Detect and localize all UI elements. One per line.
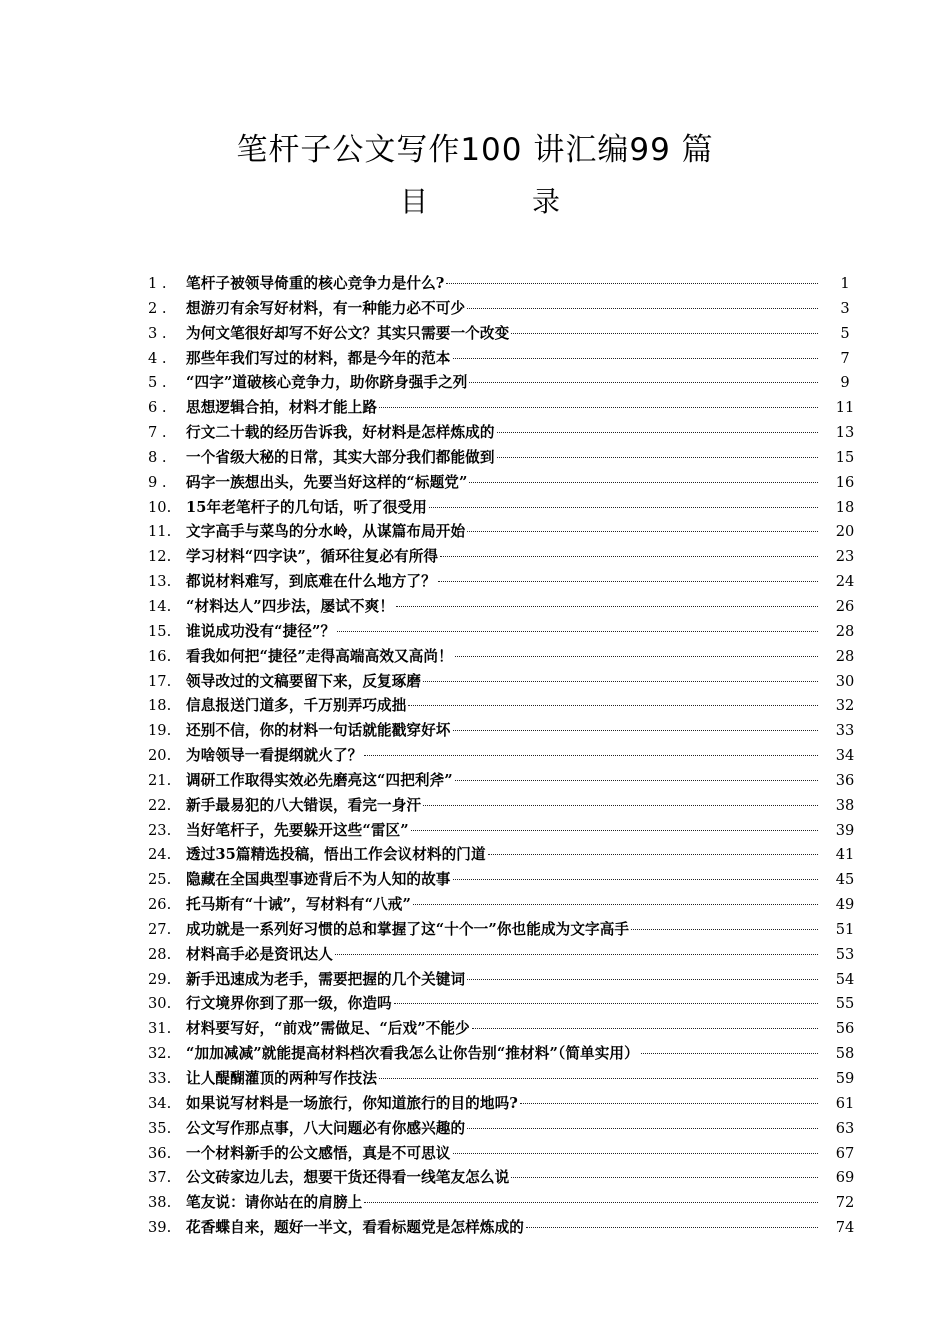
toc-dot-leader	[408, 705, 818, 706]
toc-entry-title[interactable]: “材料达人”四步法，屡试不爽！	[186, 597, 395, 615]
toc-entry-page-number: 5	[840, 324, 850, 342]
toc-entry-page-number: 49	[835, 896, 855, 914]
toc-entry-page-number: 67	[835, 1144, 855, 1162]
toc-heading	[0, 180, 950, 224]
toc-entry-number: 17.	[148, 672, 172, 690]
toc-entry-title[interactable]: 如果说写材料是一场旅行，你知道旅行的目的地吗?	[186, 1094, 518, 1112]
toc-entry[interactable]	[148, 744, 860, 769]
toc-entry-title[interactable]: 行文境界你到了那一级，你造吗	[186, 995, 392, 1013]
toc-dot-leader	[394, 1003, 818, 1004]
toc-entry-title-wrap	[186, 322, 820, 347]
toc-entry[interactable]	[148, 1142, 860, 1167]
toc-entry-page-number: 32	[835, 697, 855, 715]
toc-entry-number: 9 .	[148, 473, 167, 491]
toc-entry-page-number: 3	[840, 299, 850, 317]
toc-entry[interactable]	[148, 471, 860, 496]
toc-dot-leader	[467, 1128, 818, 1129]
toc-entry-title-wrap	[186, 272, 820, 297]
toc-entry[interactable]	[148, 545, 860, 570]
toc-entry-page-number: 55	[835, 995, 855, 1013]
toc-entry-page-number: 7	[840, 349, 850, 367]
toc-entry-page-number: 38	[835, 796, 855, 814]
toc-entry-title-wrap	[186, 719, 820, 744]
toc-entry-page-number: 18	[835, 498, 855, 516]
toc-entry-number: 18.	[148, 697, 172, 715]
toc-entry-number: 34.	[148, 1094, 172, 1112]
toc-entry-title[interactable]: 思想逻辑合拍，材料才能上路	[186, 399, 378, 417]
toc-entry-number: 2 .	[148, 299, 167, 317]
toc-entry-title[interactable]: 成功就是一系列好习惯的总和掌握了这“十个一”你也能成为文字高手	[186, 920, 630, 938]
toc-entry-title-wrap	[186, 620, 820, 645]
toc-entry-page-number: 72	[835, 1194, 855, 1212]
toc-entry-title-wrap	[186, 1142, 820, 1167]
toc-entry[interactable]	[148, 1067, 860, 1092]
toc-entry-number: 7 .	[148, 424, 167, 442]
toc-entry-title[interactable]: 看我如何把“捷径”走得高端高效又高尚！	[186, 647, 453, 665]
toc-entry-number: 8 .	[148, 448, 167, 466]
toc-entry-title[interactable]: 材料高手必是资讯达人	[186, 945, 333, 963]
toc-dot-leader	[511, 333, 818, 334]
toc-entry[interactable]	[148, 347, 860, 372]
toc-entry-page-number: 41	[835, 846, 855, 864]
toc-entry-title[interactable]: 还别不信，你的材料一句话就能戳穿好坏	[186, 722, 451, 740]
toc-entry-title[interactable]: 让人醍醐灌顶的两种写作技法	[186, 1070, 378, 1087]
toc-entry-page-number: 63	[835, 1119, 855, 1137]
toc-entry[interactable]	[148, 769, 860, 794]
toc-entry[interactable]	[148, 1017, 860, 1042]
toc-entry-title-wrap	[186, 446, 820, 471]
toc-entry-title-wrap	[186, 520, 820, 545]
toc-entry[interactable]	[148, 943, 860, 968]
toc-entry-title[interactable]: 想游刃有余写好材料，有一种能力必不可少	[186, 299, 466, 317]
toc-entry-number: 12.	[148, 548, 172, 566]
toc-entry-title[interactable]: 材料要写好，“前戏”需做足、“后戏”不能少	[186, 1020, 470, 1038]
toc-entry[interactable]	[148, 421, 860, 446]
toc-entry-title-wrap	[186, 471, 820, 496]
toc-entry-number: 10.	[148, 498, 172, 516]
toc-entry[interactable]	[148, 570, 860, 595]
toc-entry-number: 20.	[148, 747, 172, 765]
toc-dot-leader	[453, 358, 819, 359]
toc-dot-leader	[453, 730, 819, 731]
toc-entry-title-wrap	[186, 943, 820, 968]
toc-entry-title[interactable]: 公文写作那点事，八大问题必有你感兴趣的	[186, 1119, 466, 1137]
toc-entry-title-wrap	[186, 297, 820, 322]
toc-entry-number: 26.	[148, 896, 172, 914]
toc-entry-title[interactable]: 一个材料新手的公文感悟，真是不可思议	[186, 1144, 451, 1162]
toc-dot-leader	[364, 1202, 818, 1203]
toc-entry-number: 16.	[148, 647, 172, 665]
toc-dot-leader	[440, 556, 818, 557]
toc-dot-leader	[335, 954, 818, 955]
toc-dot-leader	[438, 581, 818, 582]
toc-entry-number: 22.	[148, 796, 172, 814]
toc-entry-title[interactable]: 花香蝶自来，题好一半文，看看标题党是怎样炼成的	[186, 1219, 524, 1237]
toc-dot-leader	[467, 308, 818, 309]
toc-entry-page-number: 61	[835, 1094, 855, 1112]
toc-entry-title-wrap	[186, 1216, 820, 1241]
toc-entry-title-wrap	[186, 992, 820, 1017]
toc-entry-title-wrap	[186, 371, 820, 396]
toc-entry-title[interactable]: 码字一族想出头，先要当好这样的“标题党”	[186, 473, 468, 491]
toc-entry-title[interactable]: 调研工作取得实效必先磨亮这“四把利斧”	[186, 771, 453, 789]
toc-entry-number: 30.	[148, 995, 172, 1013]
toc-entry-page-number: 74	[835, 1219, 855, 1237]
toc-entry[interactable]	[148, 645, 860, 670]
toc-dot-leader	[488, 854, 818, 855]
toc-entry-page-number: 13	[835, 424, 855, 442]
toc-entry[interactable]	[148, 396, 860, 421]
toc-entry[interactable]	[148, 446, 860, 471]
toc-entry[interactable]	[148, 868, 860, 893]
toc-entry-title-wrap	[186, 918, 820, 943]
toc-entry[interactable]	[148, 794, 860, 819]
toc-dot-leader	[453, 879, 819, 880]
toc-dot-leader	[526, 1227, 818, 1228]
toc-entry-title-wrap	[186, 421, 820, 446]
toc-entry-number: 5 .	[148, 374, 167, 392]
toc-entry[interactable]	[148, 1216, 860, 1241]
toc-entry-title[interactable]: 领导改过的文稿要留下来，反复琢磨	[186, 672, 422, 690]
toc-dot-leader	[337, 631, 818, 632]
toc-entry-page-number: 20	[835, 523, 855, 541]
toc-entry[interactable]	[148, 1191, 860, 1216]
toc-entry-page-number: 39	[835, 821, 855, 839]
toc-entry-title-wrap	[186, 1017, 820, 1042]
toc-entry-title-wrap	[186, 496, 820, 521]
toc-entry-title-wrap	[186, 670, 820, 695]
toc-entry-number: 39.	[148, 1219, 172, 1237]
toc-entry[interactable]	[148, 670, 860, 695]
toc-entry-page-number: 54	[835, 970, 855, 988]
toc-entry-page-number: 1	[840, 275, 850, 292]
toc-dot-leader	[379, 1078, 818, 1079]
toc-dot-leader	[446, 283, 818, 284]
toc-entry-page-number: 59	[835, 1070, 855, 1087]
toc-entry-number: 25.	[148, 871, 172, 889]
toc-entry[interactable]	[148, 1166, 860, 1191]
toc-dot-leader	[469, 482, 818, 483]
toc-heading-char-1: 目	[400, 185, 429, 218]
toc-entry-number: 15.	[148, 622, 172, 640]
toc-dot-leader	[423, 681, 818, 682]
toc-entry-title[interactable]: 15年老笔杆子的几句话，听了很受用	[186, 498, 427, 516]
toc-entry-title[interactable]: 信息报送门道多，千万别弄巧成拙	[186, 697, 407, 715]
toc-entry-title[interactable]: 为啥领导一看提纲就火了？	[186, 747, 363, 765]
toc-entry-title[interactable]: “加加减减”就能提高材料档次看我怎么让你告别“推材料”（简单实用）	[186, 1045, 639, 1063]
toc-entry-page-number: 16	[835, 473, 855, 491]
toc-entry[interactable]	[148, 371, 860, 396]
toc-dot-leader	[497, 432, 818, 433]
toc-entry-number: 11.	[148, 523, 172, 541]
toc-entry[interactable]	[148, 893, 860, 918]
toc-entry-title[interactable]: 学习材料“四字诀”，循环往复必有所得	[186, 548, 439, 566]
toc-dot-leader	[423, 805, 818, 806]
toc-entry-page-number: 53	[835, 945, 855, 963]
toc-entry-title-wrap	[186, 1042, 820, 1067]
toc-entry[interactable]	[148, 1117, 860, 1142]
toc-dot-leader	[453, 1153, 819, 1154]
toc-dot-leader	[364, 755, 818, 756]
toc-entry[interactable]	[148, 1042, 860, 1067]
toc-dot-leader	[429, 507, 818, 508]
toc-entry-title[interactable]: 托马斯有“十诫”，写材料有“八戒”	[186, 896, 411, 914]
toc-entry-title-wrap	[186, 868, 820, 893]
toc-entry-number: 29.	[148, 970, 172, 988]
toc-dot-leader	[455, 656, 818, 657]
toc-entry[interactable]	[148, 272, 860, 297]
toc-entry-number: 21.	[148, 771, 172, 789]
toc-entry-number: 23.	[148, 821, 172, 839]
toc-dot-leader	[455, 780, 818, 781]
toc-entry[interactable]	[148, 992, 860, 1017]
toc-dot-leader	[411, 830, 818, 831]
toc-entry-number: 35.	[148, 1119, 172, 1137]
toc-entry-page-number: 24	[835, 573, 855, 591]
toc-dot-leader	[511, 1177, 818, 1178]
toc-entry-title[interactable]: 笔杆子被领导倚重的核心竞争力是什么?	[186, 275, 445, 292]
toc-entry-page-number: 33	[835, 722, 855, 740]
toc-entry-number: 14.	[148, 597, 172, 615]
toc-entry-page-number: 15	[835, 448, 855, 466]
toc-entry[interactable]	[148, 968, 860, 993]
toc-entry-title[interactable]: 笔友说：请你站在的肩膀上	[186, 1194, 363, 1212]
toc-entry-number: 4 .	[148, 349, 167, 367]
toc-dot-leader	[379, 407, 818, 408]
table-of-contents	[148, 272, 860, 1241]
toc-entry-title-wrap	[186, 545, 820, 570]
toc-entry-number: 33.	[148, 1070, 172, 1087]
toc-entry-page-number: 58	[835, 1045, 855, 1063]
toc-entry[interactable]	[148, 620, 860, 645]
toc-dot-leader	[396, 606, 818, 607]
toc-entry-page-number: 56	[835, 1020, 855, 1038]
toc-entry-number: 38.	[148, 1194, 172, 1212]
toc-entry-title-wrap	[186, 1166, 820, 1191]
toc-entry-title[interactable]: 都说材料难写，到底难在什么地方了？	[186, 573, 436, 591]
toc-entry-number: 37.	[148, 1169, 172, 1187]
document-title: 笔杆子公文写作100 讲汇编99 篇	[236, 132, 714, 168]
toc-entry-title-wrap	[186, 1191, 820, 1216]
toc-entry-number: 27.	[148, 920, 172, 938]
toc-entry-title[interactable]: 为何文笔很好却写不好公文？其实只需要一个改变	[186, 324, 510, 342]
toc-entry[interactable]	[148, 595, 860, 620]
toc-heading-char-2: 录	[532, 185, 561, 218]
toc-entry-title[interactable]: 那些年我们写过的材料，都是今年的范本	[186, 349, 451, 367]
toc-entry-title-wrap	[186, 570, 820, 595]
toc-dot-leader	[467, 979, 818, 980]
toc-dot-leader	[472, 1028, 818, 1029]
toc-entry-title-wrap	[186, 1067, 820, 1092]
toc-entry[interactable]	[148, 297, 860, 322]
toc-entry-title[interactable]: “四字”道破核心竞争力，助你跻身强手之列	[186, 374, 468, 392]
toc-dot-leader	[631, 929, 818, 930]
toc-entry-title[interactable]: 新手迅速成为老手，需要把握的几个关键词	[186, 970, 466, 988]
toc-entry-number: 3 .	[148, 324, 167, 342]
toc-dot-leader	[641, 1053, 818, 1054]
toc-entry-page-number: 69	[835, 1169, 855, 1187]
toc-dot-leader	[469, 382, 818, 383]
toc-entry[interactable]	[148, 1092, 860, 1117]
toc-entry-number: 32.	[148, 1045, 172, 1063]
toc-entry-title-wrap	[186, 769, 820, 794]
toc-entry-page-number: 28	[835, 647, 855, 665]
toc-entry-title-wrap	[186, 968, 820, 993]
toc-entry-title-wrap	[186, 843, 820, 868]
toc-entry-page-number: 28	[835, 622, 855, 640]
toc-entry-title[interactable]: 文字高手与菜鸟的分水岭，从谋篇布局开始	[186, 523, 466, 541]
toc-entry-title-wrap	[186, 645, 820, 670]
toc-entry-title-wrap	[186, 694, 820, 719]
toc-entry-title-wrap	[186, 347, 820, 372]
toc-entry-title[interactable]: 行文二十载的经历告诉我，好材料是怎样炼成的	[186, 424, 495, 442]
toc-entry-title[interactable]: 公文砖家边儿去，想要干货还得看一线笔友怎么说	[186, 1169, 510, 1187]
toc-entry-page-number: 11	[835, 399, 855, 417]
toc-entry-title-wrap	[186, 819, 820, 844]
toc-entry-page-number: 36	[835, 771, 855, 789]
toc-entry-number: 6 .	[148, 399, 167, 417]
toc-dot-leader	[413, 904, 818, 905]
toc-entry-page-number: 26	[835, 597, 855, 615]
toc-entry[interactable]	[148, 918, 860, 943]
toc-entry-number: 28.	[148, 945, 172, 963]
toc-entry-number: 24.	[148, 846, 172, 864]
toc-entry-page-number: 30	[835, 672, 855, 690]
toc-entry-title[interactable]: 当好笔杆子，先要躲开这些“雷区”	[186, 821, 409, 839]
toc-entry-page-number: 23	[835, 548, 855, 566]
toc-entry[interactable]	[148, 819, 860, 844]
toc-entry-title-wrap	[186, 1092, 820, 1117]
toc-entry-title-wrap	[186, 794, 820, 819]
toc-entry[interactable]	[148, 322, 860, 347]
toc-entry-page-number: 51	[835, 920, 855, 938]
toc-entry-title-wrap	[186, 1117, 820, 1142]
toc-entry-title-wrap	[186, 893, 820, 918]
toc-entry-number: 36.	[148, 1144, 172, 1162]
toc-entry-title-wrap	[186, 744, 820, 769]
toc-entry-page-number: 34	[835, 747, 855, 765]
toc-entry-title[interactable]: 一个省级大秘的日常，其实大部分我们都能做到	[186, 448, 495, 466]
toc-entry-title[interactable]: 透过35篇精选投稿，悟出工作会议材料的门道	[186, 846, 486, 864]
toc-entry-title[interactable]: 隐藏在全国典型事迹背后不为人知的故事	[186, 871, 451, 889]
toc-dot-leader	[497, 457, 818, 458]
toc-dot-leader	[520, 1103, 818, 1104]
toc-entry[interactable]	[148, 843, 860, 868]
toc-entry-title-wrap	[186, 595, 820, 620]
toc-entry-number: 31.	[148, 1020, 172, 1038]
toc-entry-page-number: 45	[835, 871, 855, 889]
toc-entry-page-number: 9	[840, 374, 850, 392]
toc-entry-number: 1 .	[148, 275, 167, 292]
toc-entry[interactable]	[148, 520, 860, 545]
toc-entry-title[interactable]: 新手最易犯的八大错误，看完一身汗	[186, 796, 422, 814]
toc-entry-number: 19.	[148, 722, 172, 740]
toc-entry-number: 13.	[148, 573, 172, 591]
toc-entry-title-wrap	[186, 396, 820, 421]
toc-dot-leader	[467, 531, 818, 532]
toc-entry[interactable]	[148, 496, 860, 521]
toc-entry[interactable]	[148, 719, 860, 744]
toc-entry[interactable]	[148, 694, 860, 719]
toc-entry-title[interactable]: 谁说成功没有“捷径”？	[186, 622, 336, 640]
